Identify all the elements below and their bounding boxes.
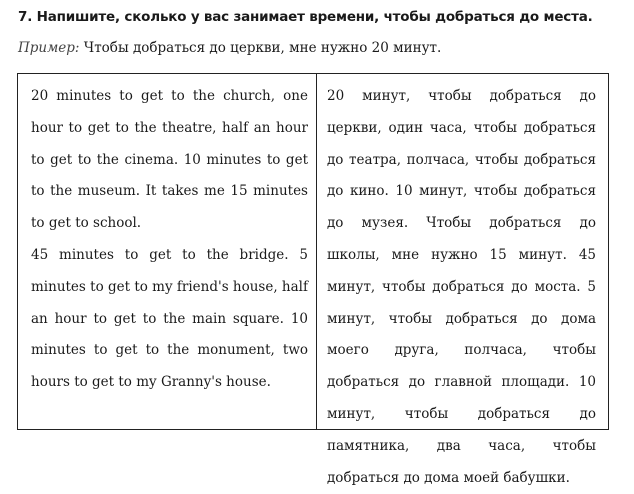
russian-paragraph: 20 минут, чтобы добраться до церкви, один часа, чтобы добраться до театра, полчаса, чтобы добраться до кино. 10 минут, чтобы добраться до музея. Чтобы добраться до школы, мне нужно 15 минут. 45 минут, чтобы добраться до моста. 5 минут, чтобы добраться до дома моего друга, полчаса, чтобы добраться до главной площади. 10 минут, чтобы добраться до памятника, два часа, чтобы добраться до дома моей бабушки. <box>327 88 596 486</box>
example-line <box>18 40 441 56</box>
example-label: Пример: <box>18 40 80 56</box>
english-paragraph-2: 45 minutes to get to the bridge. 5 minutes to get to my friend's house, half an hour to get to the main square. 10 minutes to get to the monument, two hours to get to my Granny's house. <box>31 246 308 391</box>
answer-table <box>17 73 609 486</box>
english-cell <box>18 74 317 429</box>
russian-cell <box>317 74 608 486</box>
example-text: Чтобы добраться до церкви, мне нужно 20 минут. <box>83 40 442 56</box>
english-paragraph-1: 20 minutes to get to the church, one hour to get to the theatre, half an hour to get to the cinema. 10 minutes to get to the museum. It takes me 15 minutes to get to school. <box>31 88 308 232</box>
exercise-heading: 7. Напишите, сколько у вас занимает времени, чтобы добраться до места. <box>18 9 593 25</box>
